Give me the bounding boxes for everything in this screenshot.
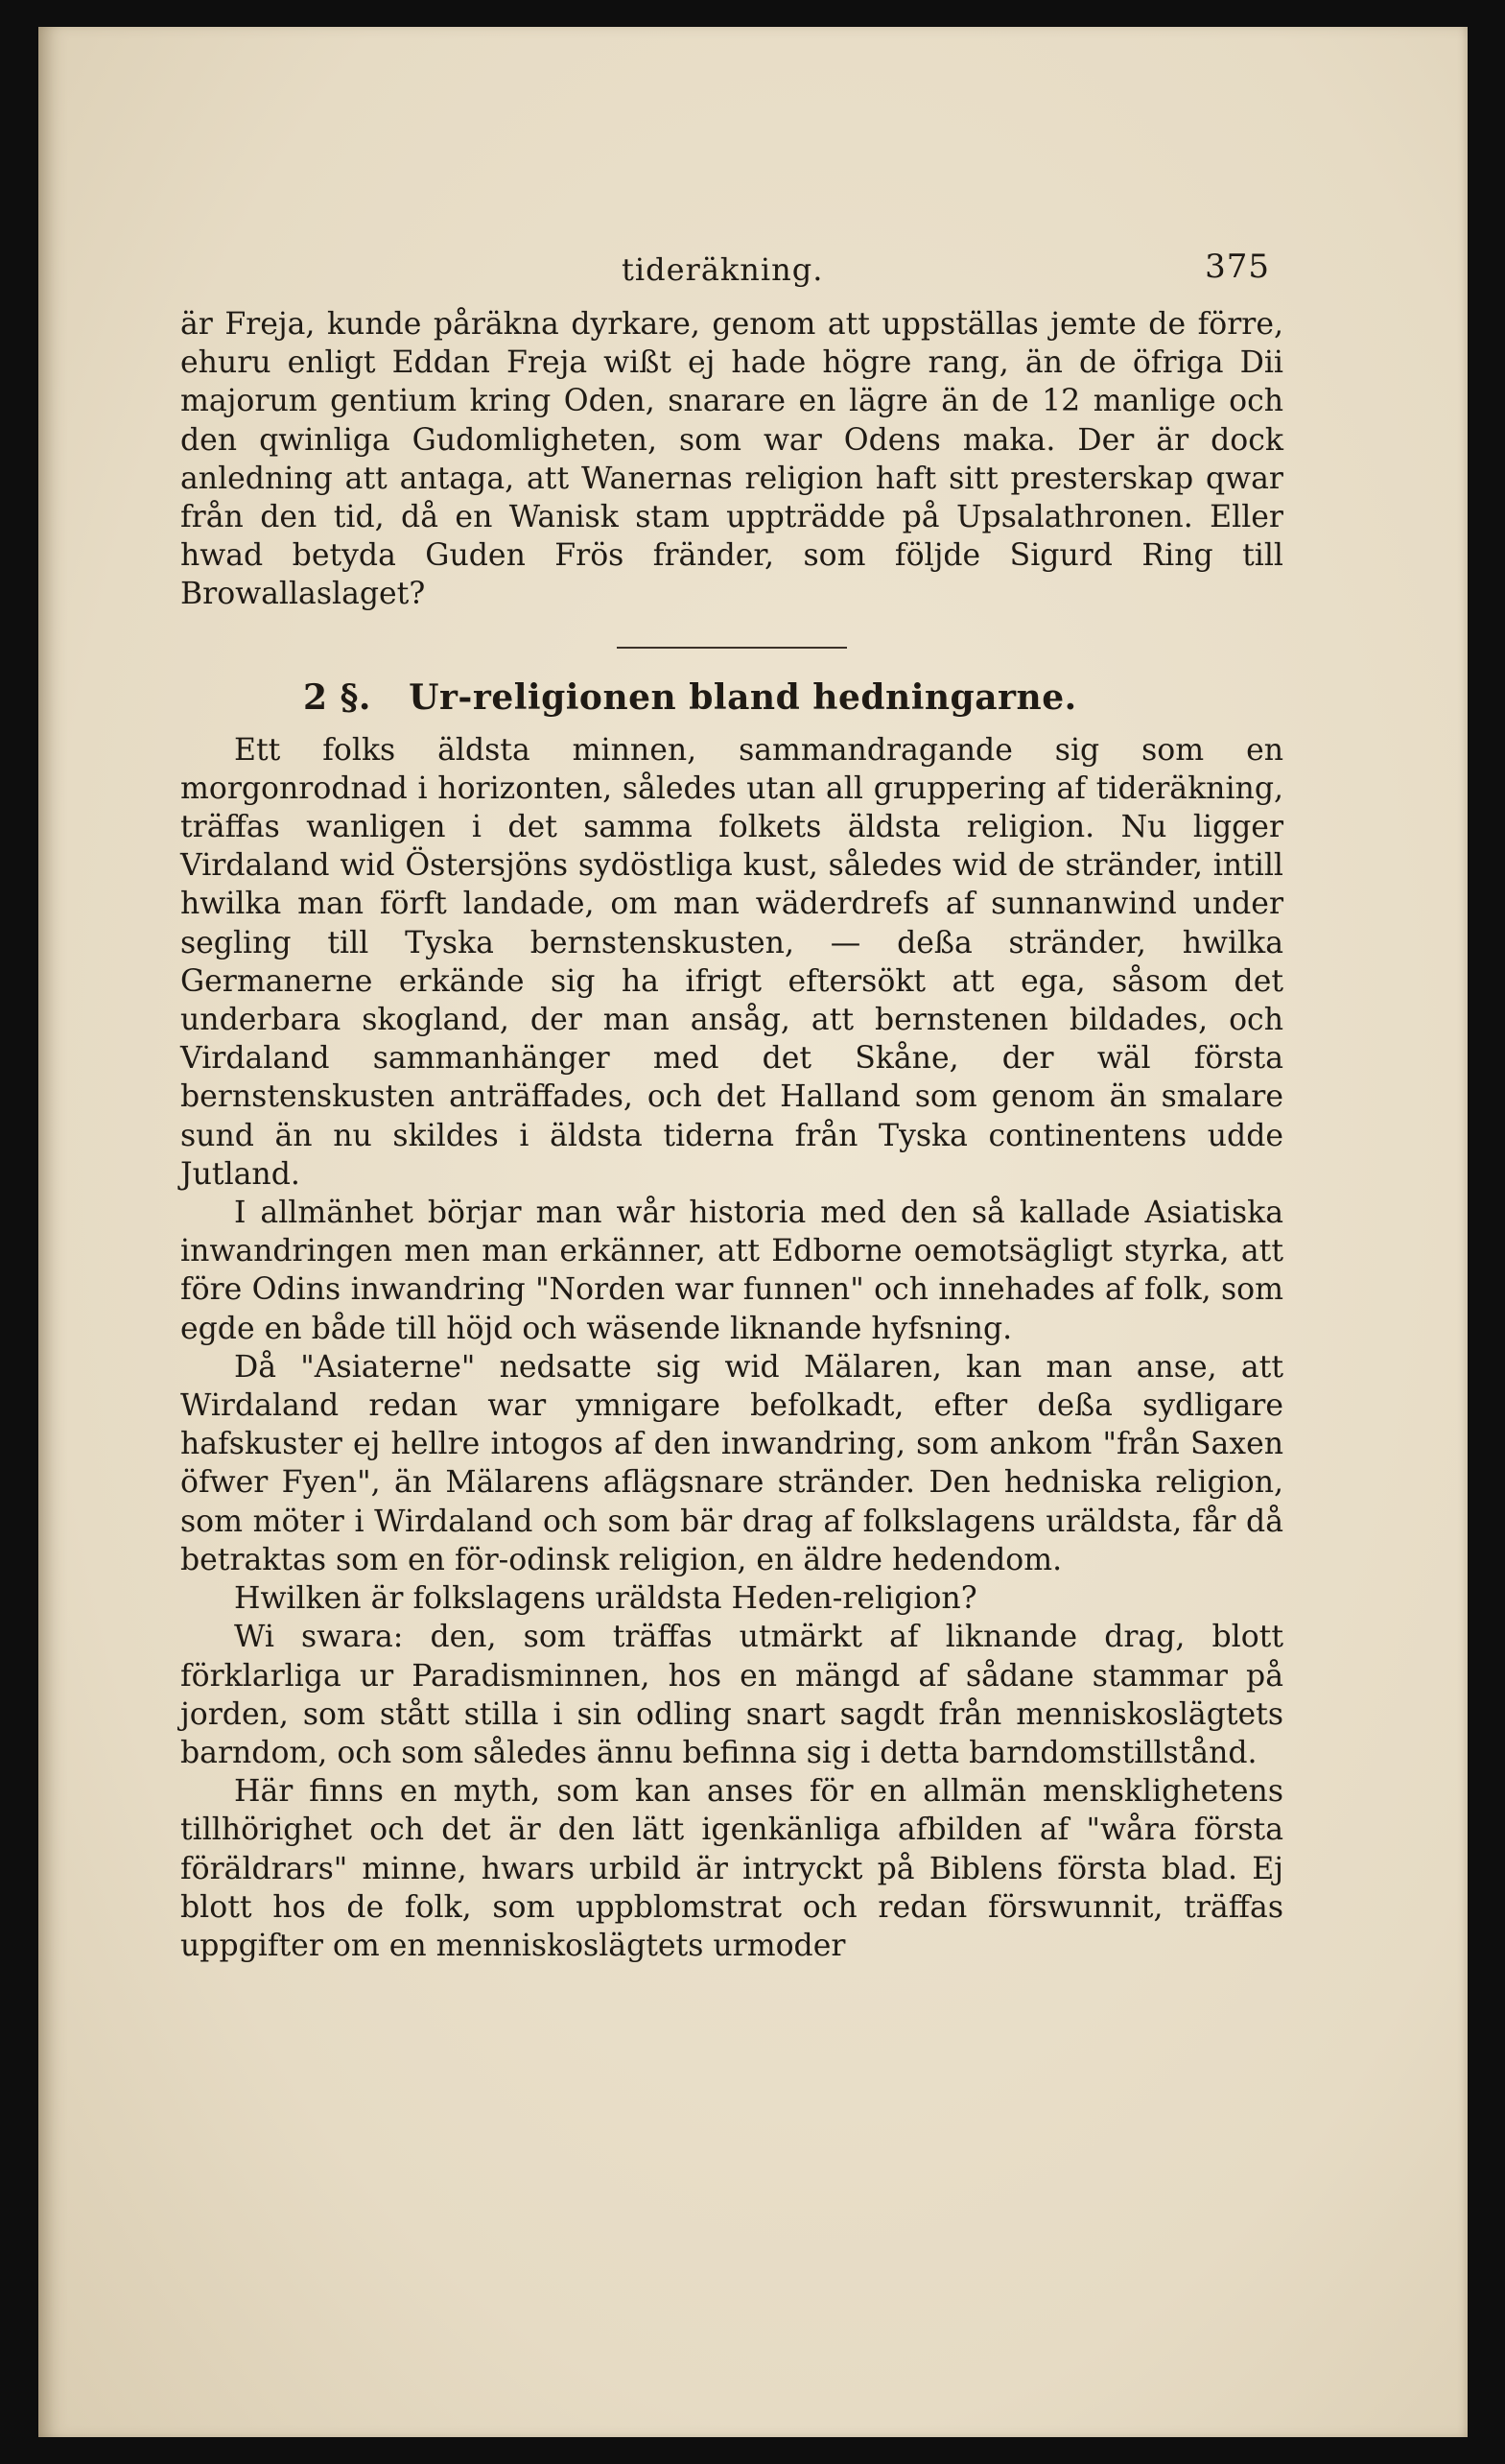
page-number: 375 (1205, 248, 1270, 286)
paragraph-1: är Freja, kunde påräkna dyrkare, genom att uppställas jemte de förre, ehuru enligt Eddan Freja wißt ej hade högre rang, än de öfriga Dii majorum gentium kring Oden, snarare en lägre än de 12 manlige och den qwinliga Gudomligheten, som war Odens maka. Der är dock anledning att antaga, att Wanernas religion haft sitt presterskap qwar från den tid, då en Wanisk stam uppträdde på Upsalathronen. Eller hwad betyda Guden Frös fränder, som följde Sigurd Ring till Browallaslaget? (180, 307, 1283, 612)
paragraph-7: Här finns en myth, som kan anses för en allmän mensklighetens tillhörighet och det är den lätt igenkänliga afbilden af "wåra första föräldrars" minne, hwars urbild är intryckt på Biblens första blad. Ej blott hos de folk, som uppblomstrat och redan förswunnit, träffas uppgifter om en menniskoslägtets urmoder (180, 1774, 1283, 1963)
book-page (38, 27, 1468, 2437)
divider-rule (617, 647, 847, 649)
paragraph-4: Då "Asiaterne" nedsatte sig wid Mälaren, kan man anse, att Wirdaland redan war ymnigare befolkadt, efter deßa sydligare hafskuster ej hellre intogos af den inwandring, som ankom "från Saxen öfwer Fyen", än Mälarens aflägsnare stränder. Den hedniska religion, som möter i Wirdaland och som bär drag af folkslagens uräldsta, får då betraktas som en för-odinsk religion, en äldre hedendom. (180, 1349, 1283, 1577)
section-heading (303, 677, 1283, 718)
section-title: Ur-religionen bland hedningarne. (409, 676, 1077, 718)
text-block (180, 248, 1283, 1965)
running-head (180, 248, 1283, 305)
paragraph-2: Ett folks äldsta minnen, sammandragande sig som en morgonrodnad i horizonten, således utan all gruppering af tideräkning, träffas wanligen i det samma folkets äldsta religion. Nu ligger Virdaland wid Östersjöns sydöstliga kust, således wid de stränder, intill hwilka man förft landade, om man wäderdrefs af sunnanwind under segling till Tyska bernstenskusten, — deßa stränder, hwilka Germanerne erkände sig ha ifrigt eftersökt att ega, såsom det underbara skogland, der man ansåg, att bernstenen bildades, och Virdaland sammanhänger med det Skåne, der wäl första bernstenskusten anträffades, och det Halland som genom än smalare sund än nu skildes i äldsta tiderna från Tyska continentens udde Jutland. (180, 732, 1283, 1192)
section-number: 2 §. (303, 676, 371, 718)
paragraph-3: I allmänhet börjar man wår historia med den så kallade Asiatiska inwandringen men man erkänner, att Edborne oemotsägligt styrka, att före Odins inwandring "Norden war funnen" och innehades af folk, som egde en både till höjd och wäsende liknande hyfsning. (180, 1196, 1283, 1346)
paragraph-6: Wi swara: den, som träffas utmärkt af liknande drag, blott förklarliga ur Paradisminnen, hos en mängd af sådane stammar på jorden, som stått stilla i sin odling snart sagdt från menniskoslägtets barndom, och som således ännu befinna sig i detta barndomstillstånd. (180, 1620, 1283, 1770)
running-title: tideräkning. (622, 251, 824, 288)
paragraph-5: Hwilken är folkslagens uräldsta Heden-religion? (234, 1581, 977, 1617)
